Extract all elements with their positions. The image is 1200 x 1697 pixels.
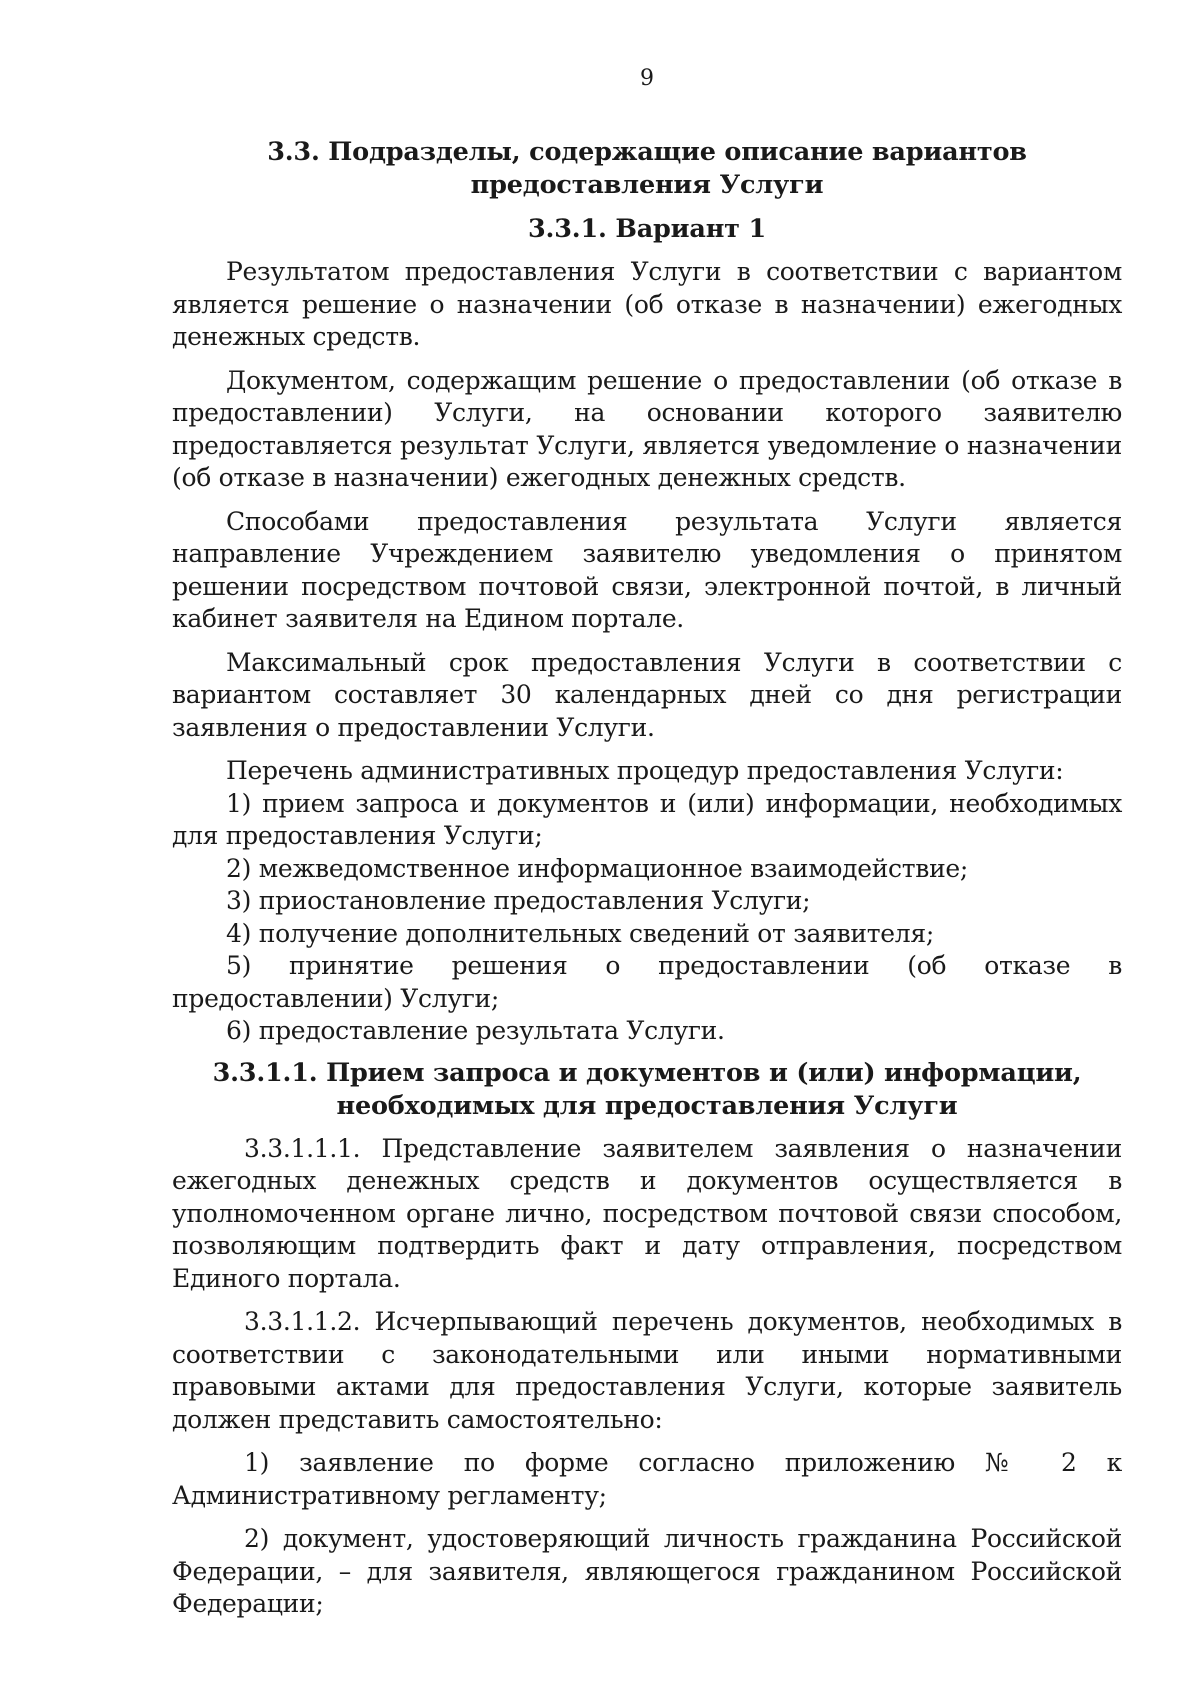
paragraph-deadline: Максимальный срок предоставления Услуги в соответствии с вариантом составляет 30 календарных дней со дня регистрации заявления о предоставлении Услуги. [172, 647, 1122, 742]
paragraph-result: Результатом предоставления Услуги в соответствии с вариантом является решение о назначении (об отказе в назначении) ежегодных денежных средств. [172, 257, 1122, 351]
list-item: 3) приостановление предоставления Услуги; [226, 886, 811, 915]
paragraph-document: Документом, содержащим решение о предоставлении (об отказе в предоставлении) Услуги, на основании которого заявителю предоставляется результат Услуги, является уведомление о назначении (об отказе в назначении) ежегодных денежных средств. [172, 365, 1122, 492]
document-page [172, 64, 1122, 1632]
list-item: 5) принятие решения о предоставлении (об отказе в предоставлении) Услуги; [172, 951, 1122, 1013]
paragraph-documents-list: 3.3.1.1.2. Исчерпывающий перечень документов, необходимых в соответствии с законодательными или иными нормативными правовыми актами для предоставления Услуги, которые заявитель должен представить самостоятельно: [172, 1307, 1122, 1434]
list-item: 6) предоставление результата Услуги. [226, 1016, 725, 1045]
subsubsection-heading: 3.3.1.1. Прием запроса и документов и (или) информации, необходимых для предоставления Услуги [212, 1057, 1082, 1121]
subsection-heading: 3.3.1. Вариант 1 [528, 214, 766, 244]
paragraph-submission: 3.3.1.1.1. Представление заявителем заявления о назначении ежегодных денежных средств и документов осуществляется в уполномоченном органе лично, посредством почтовой связи способом, позволяющим подтвердить факт и дату отправления, посредством Единого портала. [172, 1133, 1122, 1293]
list-item: 2) межведомственное информационное взаимодействие; [226, 853, 969, 883]
page-number: 9 [640, 66, 654, 91]
list-item: 2) документ, удостоверяющий личность гражданина Российской Федерации, – для заявителя, являющегося гражданином Российской Федерации; [172, 1524, 1122, 1618]
procedures-intro: Перечень административных процедур предоставления Услуги: [226, 756, 1064, 785]
list-item: 4) получение дополнительных сведений от заявителя; [226, 918, 934, 948]
list-item: 1) прием запроса и документов и (или) информации, необходимых для предоставления Услуги; [172, 788, 1122, 850]
section-heading: 3.3. Подразделы, содержащие описание вариантов предоставления Услуги [267, 137, 1027, 200]
paragraph-methods: Способами предоставления результата Услуги является направление Учреждением заявителю уведомления о принятом решении посредством почтовой связи, электронной почтой, в личный кабинет заявителя на Едином портале. [172, 506, 1122, 633]
list-item: 1) заявление по форме согласно приложению № 2 к Административному регламенту; [172, 1448, 1122, 1510]
